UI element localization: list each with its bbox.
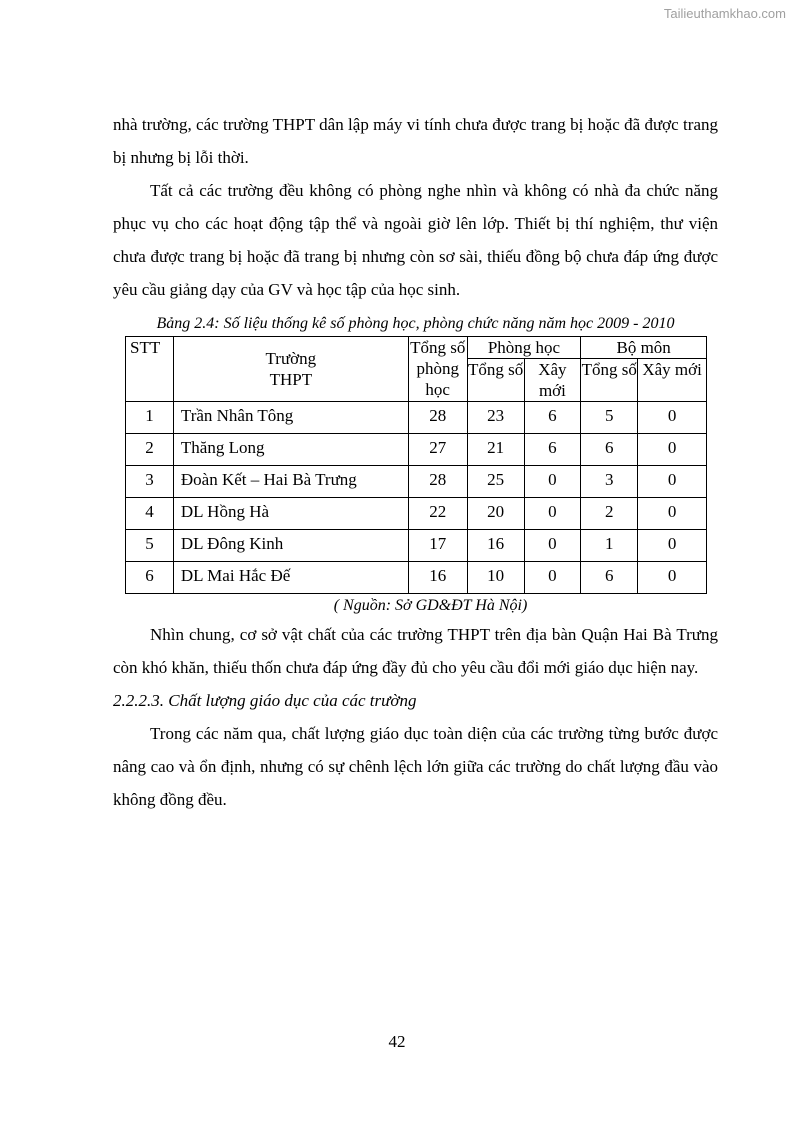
table-row [126,498,707,530]
row-subject-new: 0 [638,434,707,466]
table-caption: Bảng 2.4: Số liệu thống kê số phòng học, phòng chức năng năm học 2009 - 2010 [156,315,675,332]
row-school-name: DL Đông Kinh [173,530,408,562]
header-class-total: Tổng số [467,359,524,402]
row-stt: 4 [126,498,174,530]
row-subject-total: 6 [581,562,638,594]
header-subject-new: Xây mới [638,359,707,402]
row-subject-total: 2 [581,498,638,530]
row-stt: 3 [126,466,174,498]
table-row [126,402,707,434]
row-stt: 6 [126,562,174,594]
row-school-name: Trần Nhân Tông [173,402,408,434]
row-stt: 1 [126,402,174,434]
paragraph-2: Tất cả các trường đều không có phòng nghe nhìn và không có nhà đa chức năng phục vụ cho các hoạt động tập thể và ngoài giờ lên lớp. Thiết bị thí nghiệm, thư viện chưa được trang bị hoặc đã trang bị nhưng còn sơ sài, thiếu đồng bộ chưa đáp ứng được yêu cầu giảng dạy của GV và học tập của học sinh. [113,181,718,299]
row-class-total: 23 [467,402,524,434]
header-stt: STT [126,337,174,402]
row-total-rooms: 17 [408,530,467,562]
row-subject-new: 0 [638,498,707,530]
table-row [126,530,707,562]
row-class-total: 10 [467,562,524,594]
table-row [126,434,707,466]
row-class-new: 0 [524,466,581,498]
row-stt: 2 [126,434,174,466]
row-class-total: 21 [467,434,524,466]
row-subject-total: 3 [581,466,638,498]
paragraph-4: Trong các năm qua, chất lượng giáo dục toàn diện của các trường từng bước được nâng cao và ổn định, nhưng có sự chênh lệch lớn giữa các trường do chất lượng đầu vào không đồng đều. [113,724,718,809]
row-stt: 5 [126,530,174,562]
row-subject-new: 0 [638,530,707,562]
row-class-total: 16 [467,530,524,562]
row-subject-new: 0 [638,402,707,434]
header-school-line1: Trường [265,349,317,368]
header-subject-total: Tổng số [581,359,638,402]
row-class-new: 6 [524,402,581,434]
row-total-rooms: 22 [408,498,467,530]
row-total-rooms: 28 [408,402,467,434]
row-subject-new: 0 [638,562,707,594]
header-subject-rooms: Bộ môn [581,337,707,359]
table-source: ( Nguồn: Sở GD&ĐT Hà Nội) [333,597,528,614]
row-class-new: 0 [524,498,581,530]
row-total-rooms: 27 [408,434,467,466]
row-class-new: 0 [524,530,581,562]
header-school [173,337,408,402]
row-school-name: Thăng Long [173,434,408,466]
row-subject-new: 0 [638,466,707,498]
row-school-name: DL Hồng Hà [173,498,408,530]
row-school-name: DL Mai Hắc Đế [173,562,408,594]
row-class-new: 0 [524,562,581,594]
header-total-rooms: Tổng số phòng học [408,337,467,402]
table-row [126,466,707,498]
paragraph-1: nhà trường, các trường THPT dân lập máy vi tính chưa được trang bị hoặc đã được trang bị nhưng bị lỗi thời. [113,115,718,167]
row-subject-total: 6 [581,434,638,466]
row-class-new: 6 [524,434,581,466]
paragraph-3: Nhìn chung, cơ sở vật chất của các trường THPT trên địa bàn Quận Hai Bà Trưng còn khó khăn, thiếu thốn chưa đáp ứng đầy đủ cho yêu cầu đổi mới giáo dục hiện nay. [113,625,718,677]
page-number: 42 [388,1032,406,1051]
header-class-new: Xây mới [524,359,581,402]
row-total-rooms: 16 [408,562,467,594]
row-school-name: Đoàn Kết – Hai Bà Trưng [173,466,408,498]
row-total-rooms: 28 [408,466,467,498]
header-school-line2: THPT [269,370,313,389]
page-content [113,108,718,816]
table-row [126,562,707,594]
header-classrooms: Phòng học [467,337,581,359]
watermark: Tailieuthamkhao.com [663,6,786,21]
row-class-total: 20 [467,498,524,530]
row-subject-total: 1 [581,530,638,562]
row-class-total: 25 [467,466,524,498]
row-subject-total: 5 [581,402,638,434]
room-statistics-table [125,336,707,594]
section-heading: 2.2.2.3. Chất lượng giáo dục của các trường [113,691,417,710]
